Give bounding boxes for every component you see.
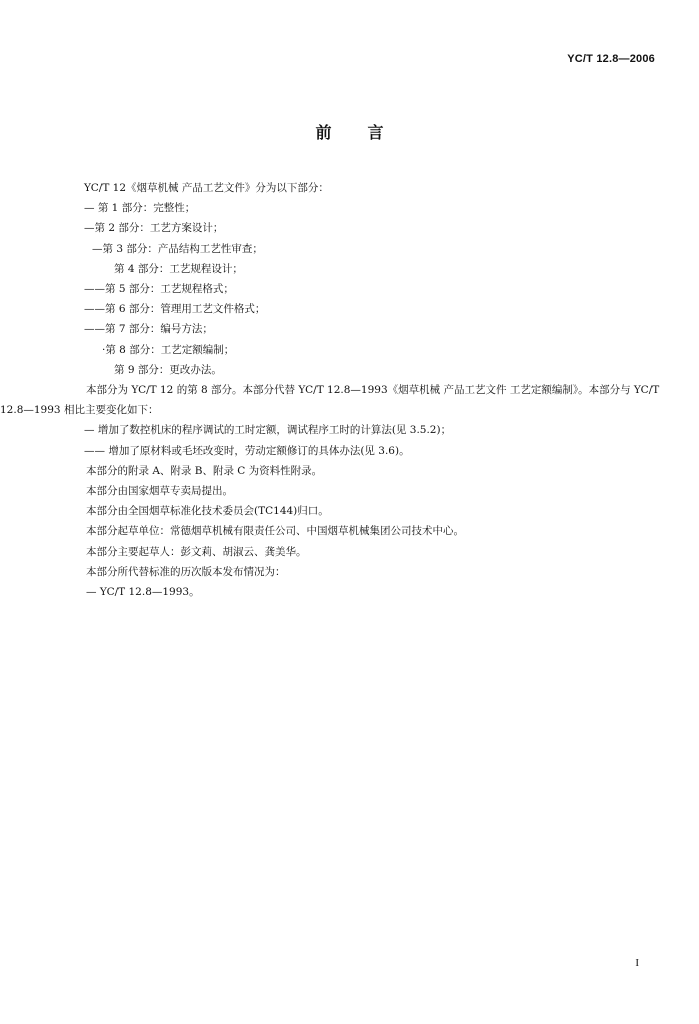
appendix-paragraph: 本部分的附录 A、附录 B、附录 C 为资料性附录。 (86, 464, 323, 477)
change-item-1: — 增加了数控机床的程序调试的工时定额，调试程序工时的计算法(见 3.5.2)； (84, 424, 452, 437)
history-item: — YC/T 12.8—1993。 (86, 586, 200, 599)
part-item-8: ·第 8 部分：工艺定额编制； (102, 343, 235, 356)
part-item-7: ——第 7 部分：编号方法； (84, 323, 213, 336)
proposer-paragraph: 本部分由国家烟草专卖局提出。 (86, 485, 233, 498)
drafters-paragraph: 本部分主要起草人：彭文莉、胡淑云、龚美华。 (86, 545, 307, 558)
part-item-3: —第 3 部分：产品结构工艺性审查； (92, 242, 263, 255)
page-number: I (635, 957, 639, 969)
change-item-2: —— 增加了原材料或毛坯改变时，劳动定额修订的具体办法(见 3.6)。 (84, 444, 410, 457)
history-heading: 本部分所代替标准的历次版本发布情况为： (86, 565, 286, 578)
page-title: 前言 (315, 123, 420, 142)
replace-statement: 本部分为 YC/T 12 的第 8 部分。本部分代替 YC/T 12.8—1993《烟草机械 产品工艺文件 工艺定额编制》。本部分与 YC/T 12.8—1993 相比主要变化如下： (0, 384, 660, 417)
part-item-4: 第 4 部分：工艺规程设计； (114, 262, 243, 275)
part-item-9: 第 9 部分：更改办法。 (114, 363, 222, 376)
standard-code: YC/T 12.8—2006 (567, 53, 655, 65)
part-item-6: ——第 6 部分：管理用工艺文件格式； (84, 303, 266, 316)
document-body (0, 178, 660, 602)
drafting-units-paragraph: 本部分起草单位：常德烟草机械有限责任公司、中国烟草机械集团公司技术中心。 (86, 525, 464, 538)
committee-paragraph: 本部分由全国烟草标准化技术委员会(TC144)归口。 (86, 505, 329, 518)
part-item-5: ——第 5 部分：工艺规程格式； (84, 283, 234, 296)
part-item-2: —第 2 部分：工艺方案设计； (84, 222, 224, 235)
intro-line: YC/T 12《烟草机械 产品工艺文件》分为以下部分： (84, 182, 329, 194)
part-item-1: — 第 1 部分：完整性； (84, 202, 196, 215)
